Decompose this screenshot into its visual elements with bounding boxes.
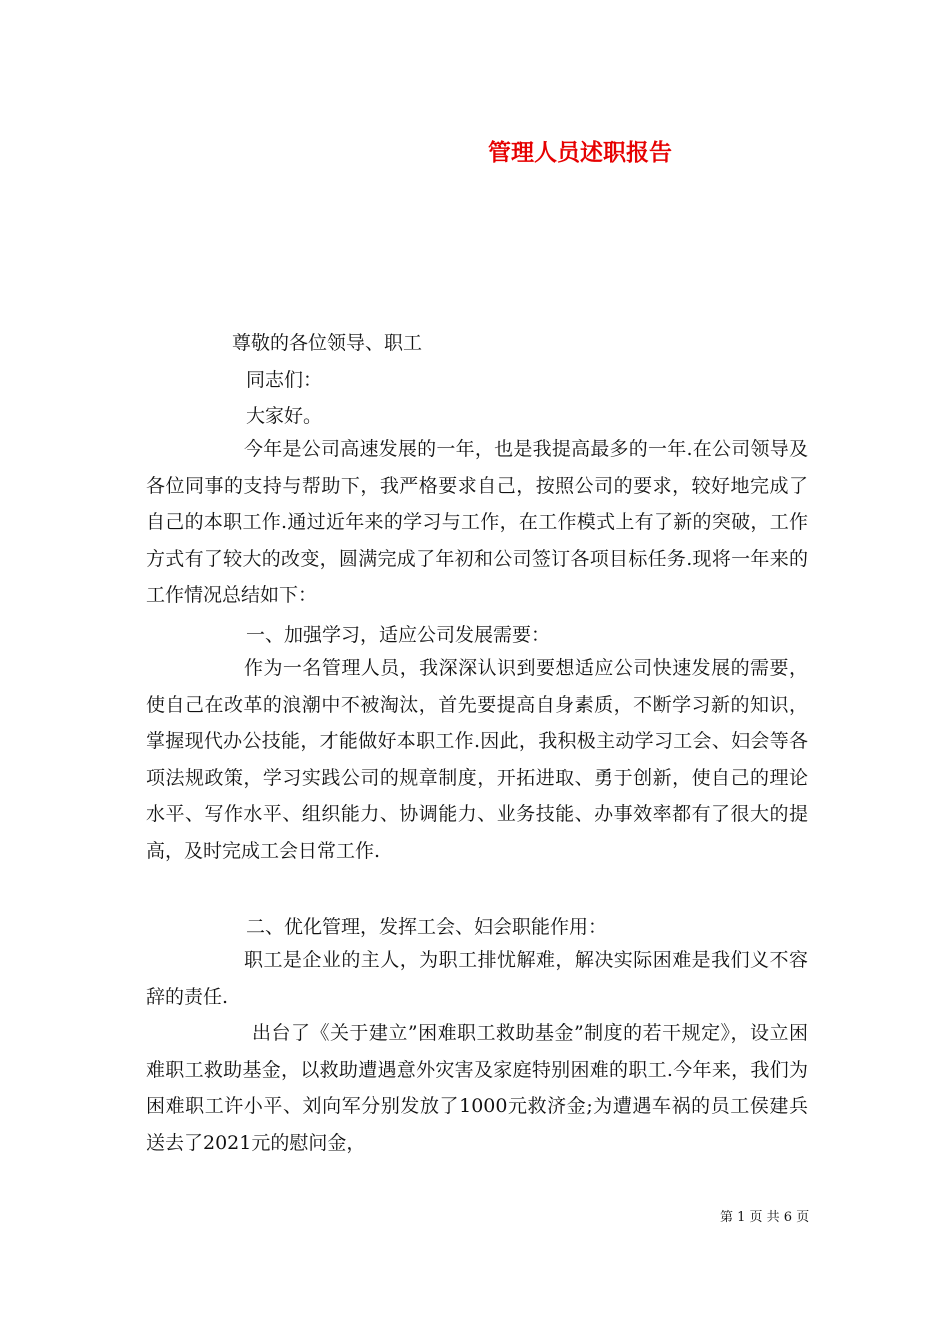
paragraph-relief-fund: 出台了《关于建立”困难职工救助基金”制度的若干规定》，设立困难职工救助基金，以救助遭遇意外灾害及家庭特别困难的职工.今年来，我们为困难职工许小平、刘向军分别发放了1000元救济金;为遭遇车祸的员工侯建兵送去了2021元的慰问金， (146, 1022, 808, 1154)
salutation-line-1: 尊敬的各位领导、职工 (232, 332, 423, 354)
section-heading-2: 二、优化管理，发挥工会、妇会职能作用： (246, 916, 608, 938)
document-title: 管理人员述职报告 (488, 139, 672, 166)
section-heading-1: 一、加强学习，适应公司发展需要： (246, 624, 551, 646)
page-footer: 第 1 页 共 6 页 (720, 1210, 810, 1225)
salutation-line-2: 同志们： (246, 369, 323, 391)
greeting-line: 大家好。 (246, 405, 323, 427)
paragraph-workers: 职工是企业的主人，为职工排忧解难，解决实际困难是我们义不容辞的责任. (146, 949, 808, 1008)
paragraph-study: 作为一名管理人员，我深深认识到要想适应公司快速发展的需要，使自己在改革的浪潮中不被淘汰，首先要提高自身素质，不断学习新的知识，掌握现代办公技能，才能做好本职工作.因此，我积极主动学习工会、妇会等各项法规政策，学习实践公司的规章制度，开拓进取、勇于创新，使自己的理论水平、写作水平、组织能力、协调能力、业务技能、办事效率都有了很大的提高，及时完成工会日常工作. (146, 657, 808, 862)
paragraph-intro: 今年是公司高速发展的一年，也是我提高最多的一年.在公司领导及各位同事的支持与帮助下，我严格要求自己，按照公司的要求，较好地完成了自己的本职工作.通过近年来的学习与工作，在工作模式上有了新的突破，工作方式有了较大的改变，圆满完成了年初和公司签订各项目标任务.现将一年来的工作情况总结如下： (146, 438, 808, 606)
